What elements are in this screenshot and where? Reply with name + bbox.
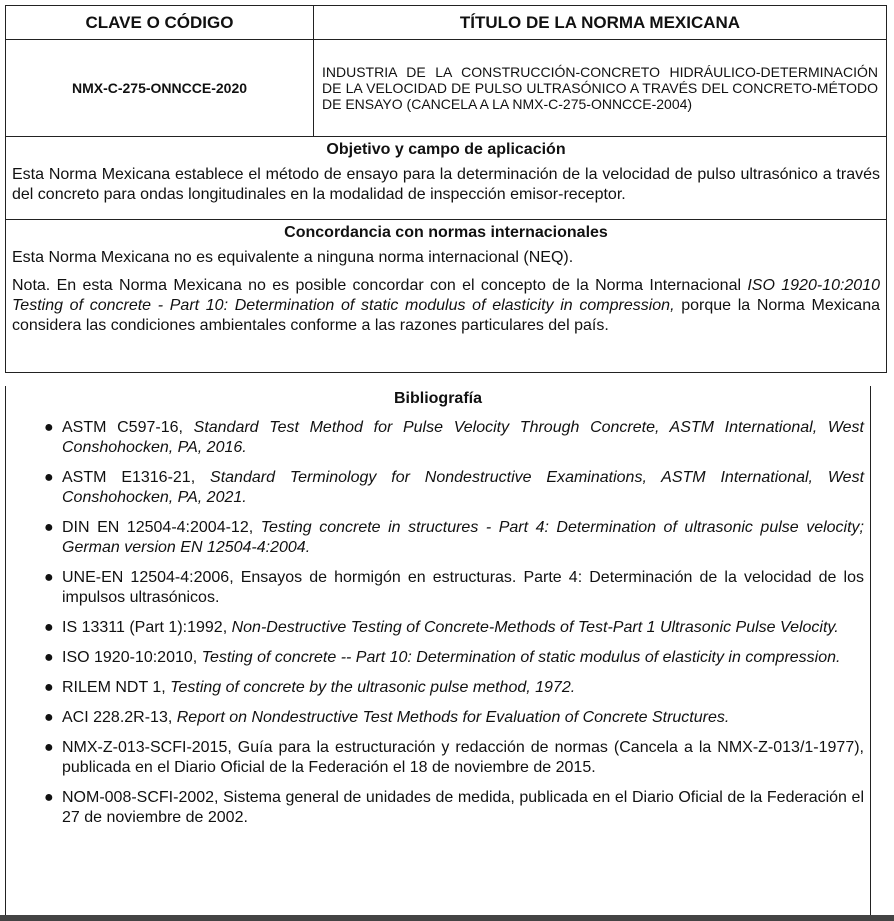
concordancia-heading: Concordancia con normas internacionales [284,224,608,241]
bib-code: NMX-Z-013-SCFI-2015, Guía para la estructuración y redacción de normas (Cancela a la NMX-Z-013/1-1977), publicada en el Diario Oficial de la Federación el 18 de noviembre de 2015. [62,739,864,776]
objetivo-section [6,137,887,220]
bib-code: ASTM C597-16, [62,419,194,436]
bib-title: Non-Destructive Testing of Concrete-Methods of Test-Part 1 Ultrasonic Pulse Velocity. [231,619,839,636]
list-item [6,678,870,698]
bullet-icon: ● [44,619,54,636]
bib-code: RILEM NDT 1, [62,679,171,696]
norm-document [5,5,886,373]
bib-code: UNE-EN 12504-4:2006, Ensayos de hormigón en estructuras. Parte 4: Determinación de la velocidad de los impulsos ultrasónicos. [62,569,864,606]
bib-code: ASTM E1316-21, [62,469,211,486]
bullet-icon: ● [44,739,54,756]
list-item [6,468,870,508]
bib-title: Standard Test Method for Pulse Velocity Through Concrete, ASTM International, West Conshohocken, PA, 2016. [62,419,865,456]
bib-code: ACI 228.2R-13, [62,709,177,726]
bibliografia-section [5,386,871,918]
bib-title: Testing of concrete by the ultrasonic pulse method, 1972. [170,679,576,696]
norm-table [5,5,887,373]
header-code: CLAVE O CÓDIGO [6,6,314,40]
objetivo-text: Esta Norma Mexicana establece el método de ensayo para la determinación de la velocidad de pulso ultrasónico a través del concreto para ondas longitudinales en la modalidad de inspección emisor-receptor. [12,166,880,203]
bullet-icon: ● [44,649,54,666]
list-item [6,648,870,668]
norm-code: NMX-C-275-ONNCCE-2020 [6,40,314,137]
bib-code: IS 13311 (Part 1):1992, [62,619,232,636]
list-item [6,568,870,608]
objetivo-heading: Objetivo y campo de aplicación [326,141,566,158]
norm-title: INDUSTRIA DE LA CONSTRUCCIÓN-CONCRETO HIDRÁULICO-DETERMINACIÓN DE LA VELOCIDAD DE PULSO ULTRASÓNICO A TRAVÉS DEL CONCRETO-MÉTODO DE ENSAYO (CANCELA A LA NMX-C-275-ONNCCE-2004) [314,40,887,137]
concordancia-section [6,220,887,373]
bullet-icon: ● [44,679,54,696]
bibliografia-heading: Bibliografía [393,390,482,407]
bullet-icon: ● [44,419,54,436]
list-item [6,518,870,558]
header-title: TÍTULO DE LA NORMA MEXICANA [314,6,887,40]
note-text-post: porque la Norma Mexicana considera las condiciones ambientales conforme a las razones particulares del país. [12,297,880,334]
bullet-icon: ● [44,709,54,726]
bullet-icon: ● [44,519,54,536]
bullet-icon: ● [44,469,54,486]
list-item [6,418,870,458]
bib-code: NOM-008-SCFI-2002, Sistema general de unidades de medida, publicada en el Diario Oficial de la Federación el 27 de noviembre de 2002. [62,789,864,826]
concordancia-text-1: Esta Norma Mexicana no es equivalente a ninguna norma internacional (NEQ). [12,249,574,266]
note-text-pre: Nota. En esta Norma Mexicana no es posible concordar con el concepto de la Norma Internacional [12,277,748,294]
bib-title: Report on Nondestructive Test Methods for Evaluation of Concrete Structures. [176,709,730,726]
concordancia-note [12,276,880,336]
bullet-icon: ● [44,569,54,586]
bib-code: ISO 1920-10:2010, [62,649,202,666]
list-item [6,788,870,828]
list-item [6,738,870,778]
bottom-divider [0,915,894,921]
bib-code: DIN EN 12504-4:2004-12, [62,519,261,536]
list-item [6,618,870,638]
list-item [6,708,870,728]
bib-title: Testing of concrete -- Part 10: Determination of static modulus of elasticity in compression. [201,649,841,666]
bib-title: Standard Terminology for Nondestructive Examinations, ASTM International, West Conshohocken, PA, 2021. [62,469,865,506]
bib-title: Testing concrete in structures - Part 4: Determination of ultrasonic pulse velocity; German version EN 12504-4:2004. [62,519,864,556]
bibliografia-list [6,418,870,828]
bullet-icon: ● [44,789,54,806]
note-text-italic: ISO 1920-10:2010 Testing of concrete - Part 10: Determination of static modulus of elasticity in compression, [12,277,881,314]
